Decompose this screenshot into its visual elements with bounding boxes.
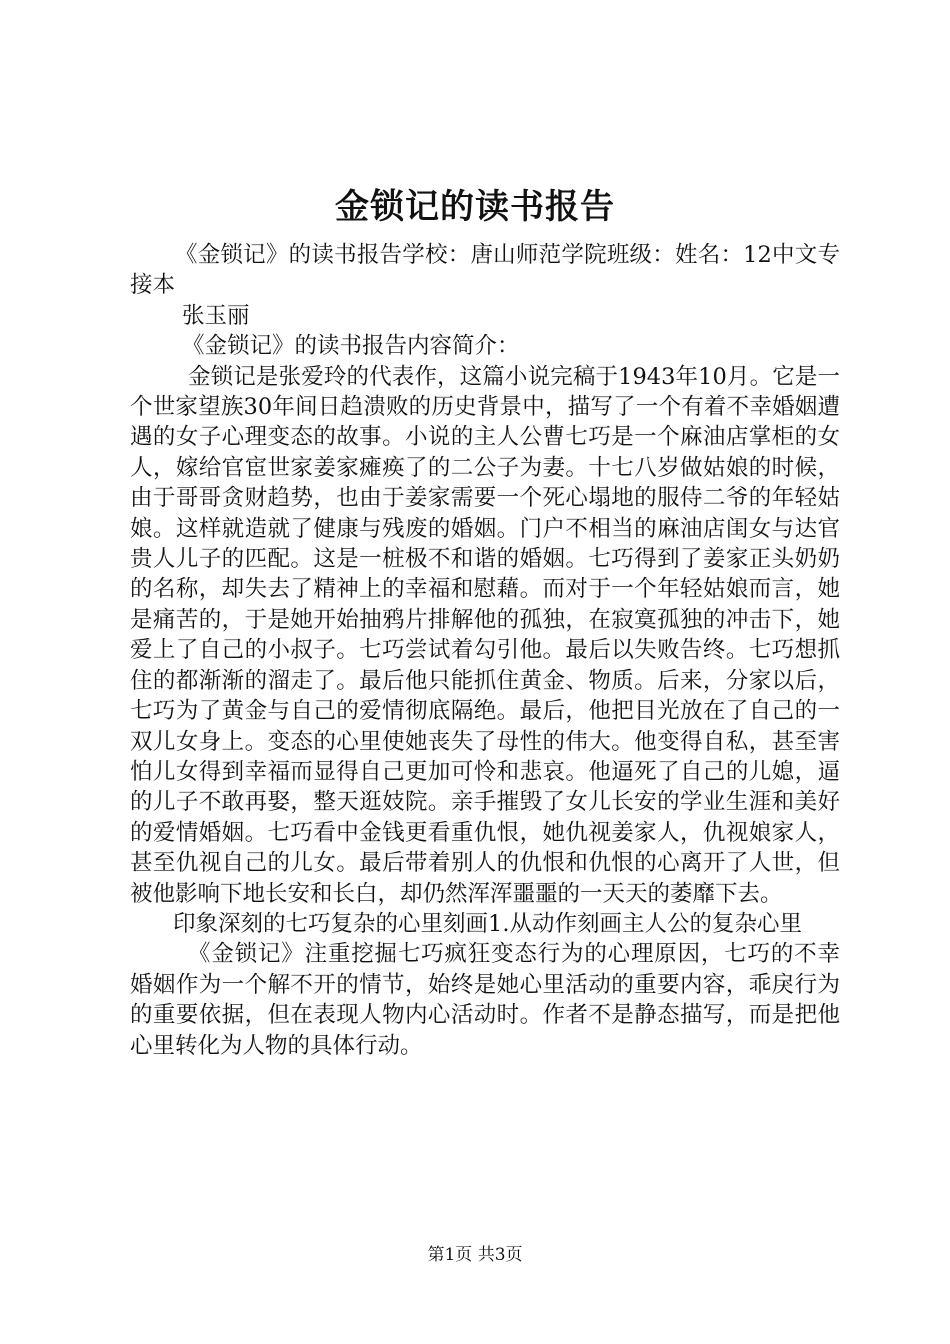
document-title: 金锁记的读书报告	[335, 187, 615, 227]
paragraph-analysis: 《金锁记》注重挖掘七巧疯狂变态行为的心理原因，七巧的不幸婚姻作为一个解不开的情节，始终是她心里活动的重要内容，乖戾行为的重要依据，但在表现人物内心活动时。作者不是静态描写，而是把他心里转化为人物的具体行动。	[130, 941, 840, 1059]
paragraph-summary: 金锁记是张爱玲的代表作，这篇小说完稿于1943年10月。它是一个世家望族30年间日趋溃败的历史背景中，描写了一个有着不幸婚姻遭遇的女子心理变态的故事。小说的主人公曹七巧是一个麻油店掌柜的女人，嫁给官宦世家姜家瘫痪了的二公子为妻。十七八岁做姑娘的时候，由于哥哥贪财趋势，也由于姜家需要一个死心塌地的服侍二爷的年轻姑娘。这样就造就了健康与残废的婚姻。门户不相当的麻油店闺女与达官贵人儿子的匹配。这是一桩极不和谐的婚姻。七巧得到了姜家正头奶奶的名称，却失去了精神上的幸福和慰藉。而对于一个年轻姑娘而言，她是痛苦的，于是她开始抽鸦片排解他的孤独，在寂寞孤独的冲击下，她爱上了自己的小叔子。七巧尝试着勾引他。最后以失败告终。七巧想抓住的都渐渐的溜走了。最后他只能抓住黄金、物质。后来，分家以后，七巧为了黄金与自己的爱情彻底隔绝。最后，他把目光放在了自己的一双儿女身上。变态的心里使她丧失了母性的伟大。他变得自私，甚至害怕儿女得到幸福而显得自己更加可怜和悲哀。他逼死了自己的儿媳，逼的儿子不敢再娶，整天逛妓院。亲手摧毁了女儿长安的学业生涯和美好的爱情婚姻。七巧看中金钱更看重仇恨，她仇视姜家人，仇视娘家人，甚至仇视自己的儿女。最后带着别人的仇恨和仇恨的心离开了人世，但被他影响下地长安和长白，却仍然浑浑噩噩的一天天的萎靡下去。	[130, 363, 840, 907]
paragraph-section-heading: 印象深刻的七巧复杂的心里刻画1.从动作刻画主人公的复杂心里	[173, 910, 802, 937]
paragraph-school-info: 《金锁记》的读书报告学校：唐山师范学院班级：姓名：12中文专接本	[130, 242, 840, 299]
paragraph-author-name: 张玉丽	[182, 302, 250, 329]
page-footer: 第1页 共3页	[427, 1245, 523, 1265]
paragraph-summary-heading: 《金锁记》的读书报告内容简介：	[182, 333, 520, 360]
document-body	[130, 240, 840, 1061]
